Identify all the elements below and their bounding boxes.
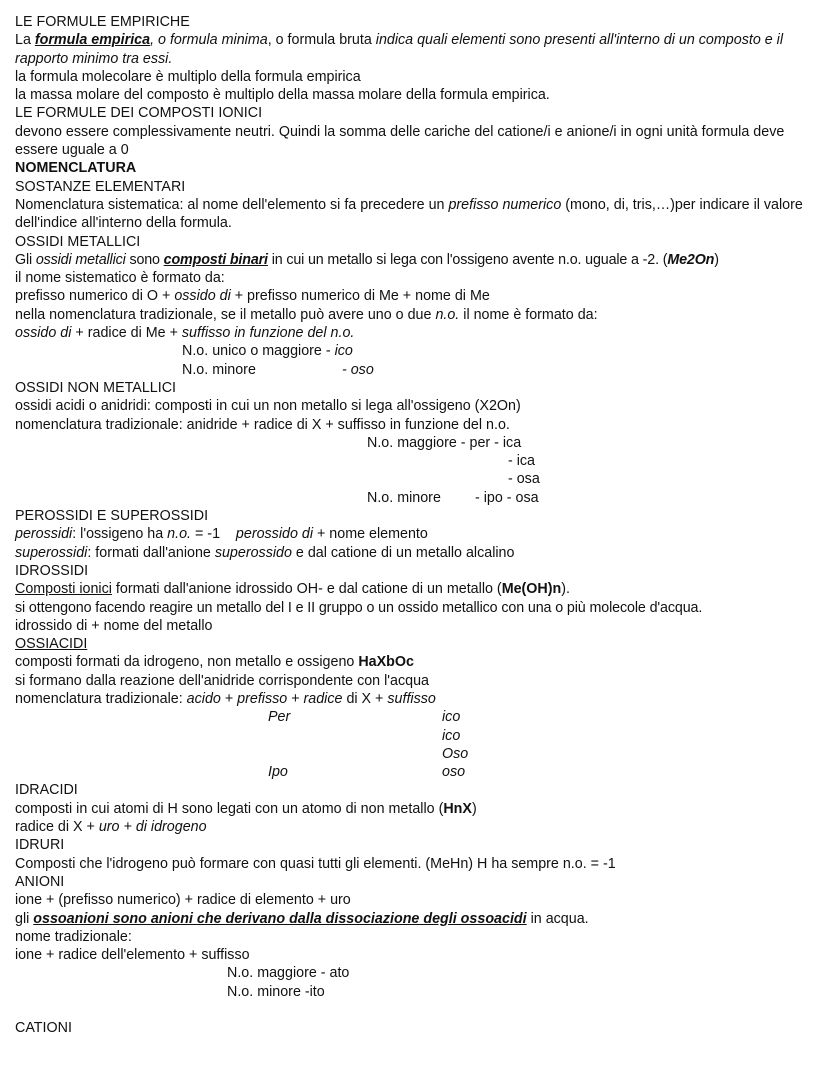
text: n.o. bbox=[167, 526, 192, 543]
blank-line bbox=[15, 1001, 823, 1019]
text: ossido di bbox=[174, 288, 231, 305]
text-line: ione + (prefisso numerico) + radice di elemento + uro bbox=[15, 892, 351, 909]
text: perossidi bbox=[15, 526, 73, 543]
text: in cui un metallo si lega con l'ossigeno avente n.o. uguale a -2. ( bbox=[267, 251, 668, 268]
text: = -1 bbox=[191, 526, 236, 543]
text: ico bbox=[334, 343, 353, 360]
text: in acqua. bbox=[526, 910, 589, 927]
text-line bbox=[15, 324, 823, 342]
heading-composti-ionici: LE FORMULE DEI COMPOSTI IONICI bbox=[15, 105, 263, 122]
paragraph-sostanze-elementari bbox=[15, 196, 823, 233]
text-line bbox=[15, 580, 823, 598]
text-line: si ottengono facendo reagire un metallo del I e II gruppo o un ossido metallico con una o più molecole d'acqua. bbox=[15, 599, 703, 616]
text: Gli bbox=[15, 251, 36, 268]
text: (mono, di, tris,…)per indicare il valore dell'indice all'interno della formula. bbox=[15, 196, 803, 232]
text-line: Composti che l'idrogeno può formare con quasi tutti gli elementi. (MeHn) H ha sempre n.o. = -1 bbox=[15, 855, 616, 872]
text: N.o. minore bbox=[182, 361, 256, 378]
text: suffisso bbox=[387, 690, 436, 707]
text: La bbox=[15, 32, 35, 49]
text: suffisso in funzione del n.o. bbox=[181, 325, 355, 342]
indented-rule bbox=[15, 361, 823, 379]
text-line bbox=[15, 910, 823, 928]
text: ossidi metallici bbox=[35, 251, 126, 268]
heading-perossidi: PEROSSIDI E SUPEROSSIDI bbox=[15, 508, 209, 525]
text-line: ossidi acidi o anidridi: composti in cui un non metallo si lega all'ossigeno (X2On) bbox=[15, 398, 521, 415]
text: formati dall'anione idrossido OH- e dal catione di un metallo ( bbox=[111, 581, 502, 598]
heading-cationi: CATIONI bbox=[15, 1020, 72, 1037]
heading-formule-empiriche: LE FORMULE EMPIRICHE bbox=[15, 14, 190, 30]
text-line: nomenclatura tradizionale: anidride + radice di X + suffisso in funzione del n.o. bbox=[15, 416, 510, 433]
indented-rule bbox=[15, 452, 823, 470]
text: Per bbox=[268, 709, 291, 726]
text-line bbox=[15, 251, 823, 269]
text-line: la massa molare del composto è multiplo della massa molare della formula empirica. bbox=[15, 87, 550, 104]
heading-ossidi-non-metallici: OSSIDI NON METALLICI bbox=[15, 379, 177, 396]
text: + bbox=[287, 690, 304, 707]
text: + radice di Me + bbox=[71, 325, 182, 342]
text: - ipo - osa bbox=[475, 489, 539, 506]
text: composti in cui atomi di H sono legati con un atomo di non metallo ( bbox=[15, 800, 444, 817]
heading-nomenclatura: NOMENCLATURA bbox=[15, 160, 137, 177]
text: indica quali elementi sono presenti all'interno di un composto e il rapporto minimo tra essi. bbox=[15, 32, 784, 67]
text: : l'ossigeno ha bbox=[72, 526, 168, 543]
text: ico bbox=[442, 727, 461, 744]
paragraph-formula-empirica bbox=[15, 31, 823, 68]
formula-me2on: Me2On bbox=[667, 251, 715, 268]
text-line bbox=[15, 800, 823, 818]
paragraph-neutri: devono essere complessivamente neutri. Quindi la somma delle cariche del catione/i e anione/i in ogni unità formula deve essere uguale a 0 bbox=[15, 123, 785, 159]
indented-rule bbox=[15, 983, 823, 1001]
heading-ossiacidi: OSSIACIDI bbox=[15, 636, 88, 653]
text-line: la formula molecolare è multiplo della formula empirica bbox=[15, 68, 361, 85]
formula-haxboc: HaXbOc bbox=[358, 654, 414, 671]
text-line: ione + radice dell'elemento + suffisso bbox=[15, 947, 250, 964]
term-composti-binari: composti binari bbox=[163, 251, 268, 268]
heading-anioni: ANIONI bbox=[15, 873, 65, 890]
text-line bbox=[15, 544, 823, 562]
text-line bbox=[15, 287, 823, 305]
text-line bbox=[15, 653, 823, 671]
indented-rule bbox=[15, 708, 823, 726]
text: nomenclatura tradizionale: bbox=[15, 690, 187, 707]
text: , o formula minima bbox=[150, 32, 268, 49]
text-line: idrossido di + nome del metallo bbox=[15, 617, 213, 634]
text: , o formula bruta bbox=[267, 32, 376, 49]
text: ) bbox=[471, 800, 477, 817]
text: n.o. bbox=[435, 306, 460, 323]
text-line: il nome sistematico è formato da: bbox=[15, 270, 225, 287]
text: sono bbox=[125, 251, 164, 268]
heading-idrossidi: IDROSSIDI bbox=[15, 562, 89, 579]
text: : formati dall'anione bbox=[87, 544, 215, 561]
text: il nome è formato da: bbox=[459, 306, 598, 323]
text: - ica bbox=[508, 453, 536, 470]
text: superossidi bbox=[15, 544, 88, 561]
indented-rule bbox=[15, 470, 823, 488]
text: ) bbox=[714, 251, 719, 268]
indented-rule bbox=[15, 964, 823, 982]
text-line bbox=[15, 690, 823, 708]
text: composti formati da idrogeno, non metallo e ossigeno bbox=[15, 654, 359, 671]
text: uro bbox=[98, 819, 120, 836]
text: Ipo bbox=[268, 764, 288, 781]
text: + nome elemento bbox=[313, 526, 428, 543]
text: perossido di bbox=[235, 526, 314, 543]
indented-rule bbox=[15, 489, 823, 507]
text: + bbox=[119, 819, 136, 836]
text: - oso bbox=[342, 361, 374, 378]
text: di X + bbox=[342, 690, 388, 707]
text: Nomenclatura sistematica: al nome dell'elemento si fa precedere un bbox=[15, 196, 449, 213]
text: + prefisso numerico di Me + nome di Me bbox=[230, 288, 490, 305]
indented-rule bbox=[15, 745, 823, 763]
text: N.o. unico o maggiore - bbox=[182, 343, 335, 360]
text: e dal catione di un metallo alcalino bbox=[291, 544, 515, 561]
text-line bbox=[15, 306, 823, 324]
indented-rule bbox=[15, 763, 823, 781]
formula-me-oh-n: Me(OH)n bbox=[501, 581, 562, 598]
text: N.o. maggiore - ato bbox=[227, 965, 350, 982]
text: superossido bbox=[214, 544, 292, 561]
text: - osa bbox=[508, 471, 540, 488]
indented-rule bbox=[15, 342, 823, 360]
text: ico bbox=[442, 709, 461, 726]
text-line bbox=[15, 818, 823, 836]
text: + bbox=[220, 690, 238, 707]
term-formula-empirica: formula empirica bbox=[34, 32, 151, 49]
text: N.o. minore -ito bbox=[227, 983, 325, 1000]
text: di idrogeno bbox=[135, 819, 207, 836]
text: radice bbox=[303, 690, 343, 707]
text: prefisso bbox=[237, 690, 288, 707]
text: gli bbox=[15, 910, 34, 927]
text-line: si formano dalla reazione dell'anidride corrispondente con l'acqua bbox=[15, 672, 429, 689]
text-line: nome tradizionale: bbox=[15, 928, 132, 945]
heading-idracidi: IDRACIDI bbox=[15, 782, 78, 799]
heading-ossidi-metallici: OSSIDI METALLICI bbox=[15, 233, 141, 250]
text: nella nomenclatura tradizionale, se il metallo può avere uno o due bbox=[15, 306, 436, 323]
text: Oso bbox=[442, 745, 469, 762]
text: ossido di bbox=[15, 325, 72, 342]
document-page bbox=[15, 13, 823, 1038]
text-line bbox=[15, 525, 823, 543]
text: ). bbox=[561, 581, 570, 598]
text: prefisso numerico di O + bbox=[15, 288, 175, 305]
indented-rule bbox=[15, 727, 823, 745]
heading-idruri: IDRURI bbox=[15, 837, 65, 854]
text: prefisso numerico bbox=[448, 196, 562, 213]
indented-rule bbox=[15, 434, 823, 452]
text: N.o. minore bbox=[367, 489, 441, 506]
formula-hnx: HnX bbox=[443, 800, 472, 817]
text: N.o. maggiore - per - ica bbox=[367, 434, 522, 451]
term-ossoanioni: ossoanioni sono anioni che derivano dalla dissociazione degli ossoacidi bbox=[33, 910, 527, 927]
text: oso bbox=[442, 764, 466, 781]
text: acido bbox=[186, 690, 221, 707]
heading-sostanze-elementari: SOSTANZE ELEMENTARI bbox=[15, 178, 186, 195]
term-composti-ionici: Composti ionici bbox=[15, 581, 112, 598]
text: radice di X + bbox=[15, 819, 99, 836]
